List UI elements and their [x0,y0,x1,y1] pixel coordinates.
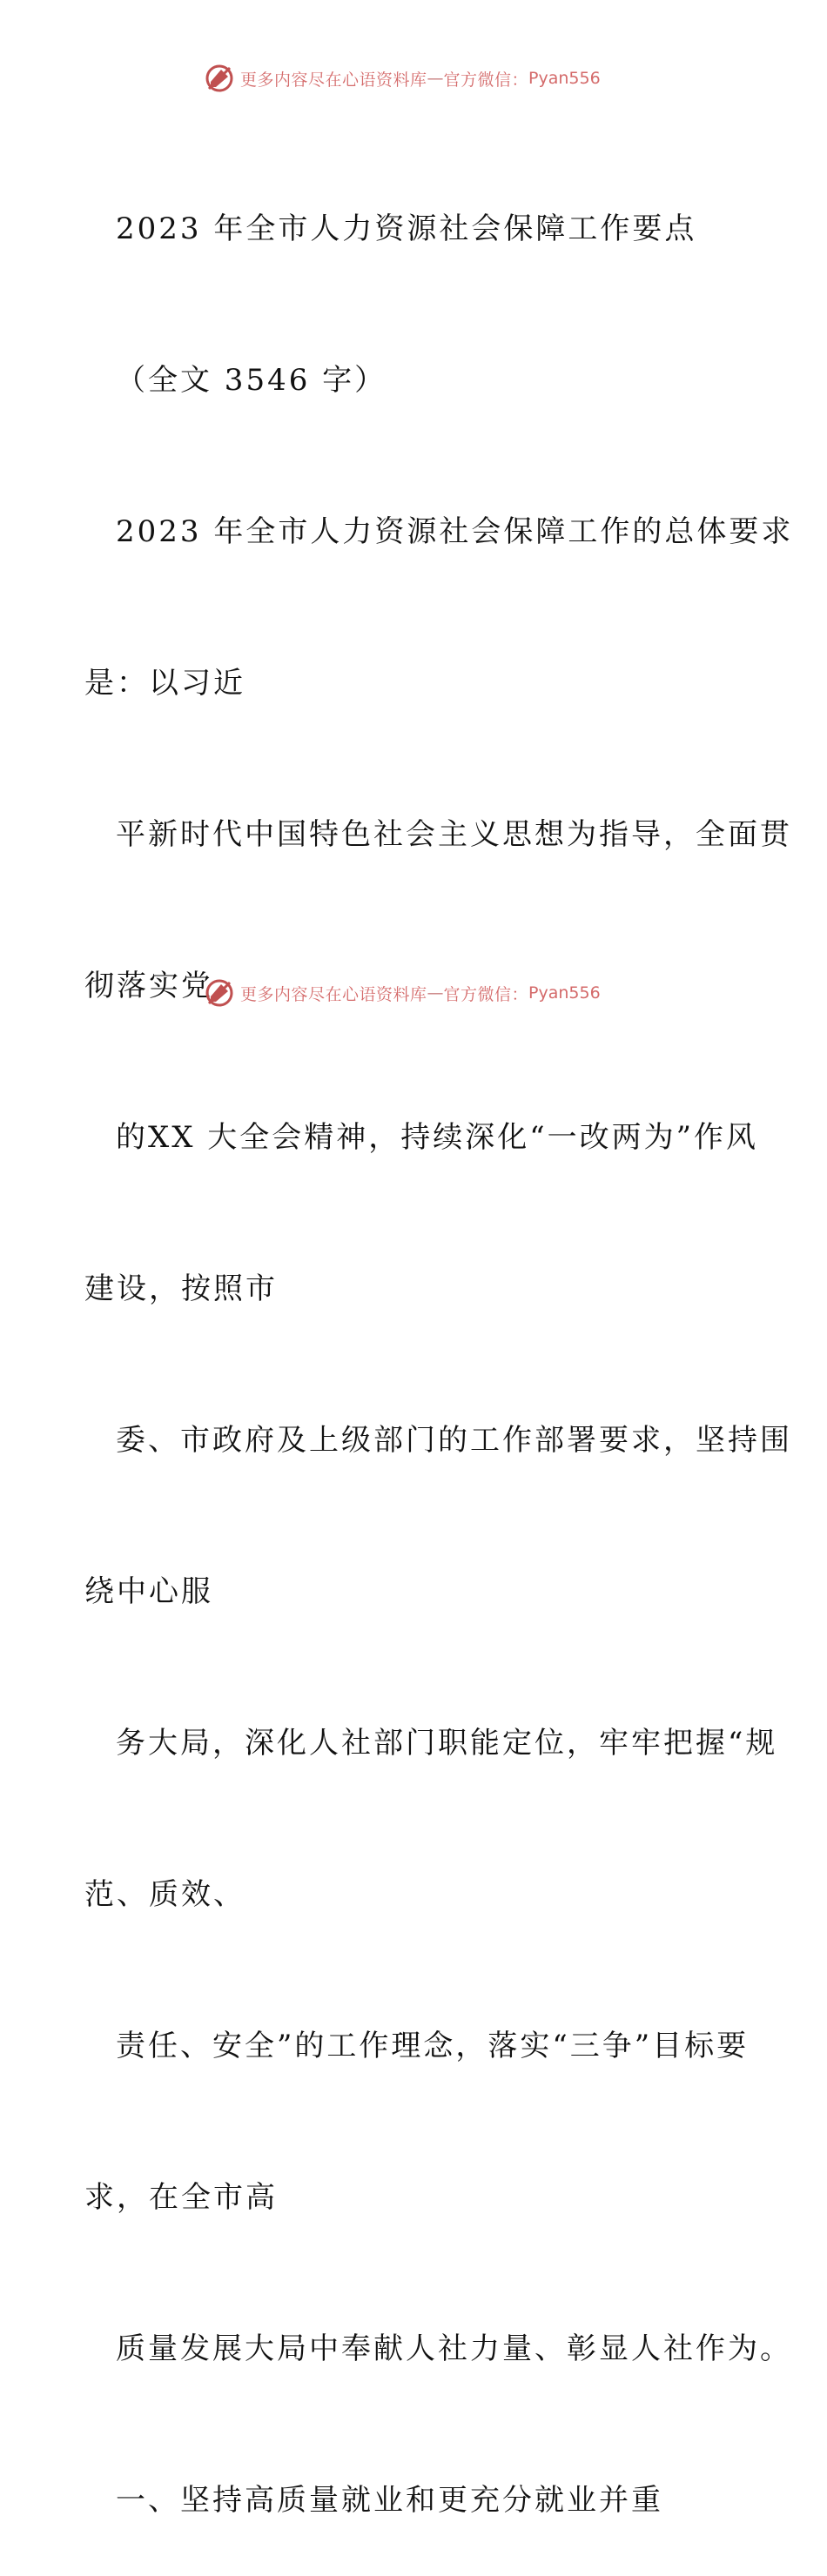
pen-logo-icon [204,977,235,1009]
banner-label: 官方微信： [443,984,529,1004]
word-count-note: （全文 3546 字） [116,363,387,398]
banner-label: 官方微信： [443,70,529,90]
text-line: 2023 年全市人力资源社会保障工作的总体要求 [116,514,794,549]
header-watermark-banner [204,61,601,96]
footer-watermark-banner [204,976,601,1010]
document-body [84,103,794,2576]
text-line: 平新时代中国特色社会主义思想为指导，全面贯 [116,817,792,852]
text-line: 范、质效、 [84,1877,245,1912]
section-heading: 一、坚持高质量就业和更充分就业并重 [116,2483,663,2518]
banner-separator: — [427,69,444,88]
banner-main-text: 更多内容尽在心语资料库 [240,984,427,1004]
text-line: 质量发展大局中奉献人社力量、彰显人社作为。 [116,2331,792,2366]
document-title: 2023 年全市人力资源社会保障工作要点 [116,211,697,246]
text-line: 建设，按照市 [84,1271,278,1306]
banner-main-text: 更多内容尽在心语资料库 [240,70,427,90]
banner-wechat-id: Pyan556 [528,983,601,1003]
text-line: 委、市政府及上级部门的工作部署要求，坚持围 [116,1423,792,1458]
banner-separator: — [427,983,444,1003]
pen-logo-icon [204,63,235,94]
text-line: 责任、安全”的工作理念，落实“三争”目标要 [116,2029,750,2063]
text-line: 彻落实党 [84,969,213,1003]
text-line: 的XX 大全会精神，持续深化“一改两为”作风 [116,1120,758,1155]
text-line: 务大局，深化人社部门职能定位，牢牢把握“规 [116,1726,778,1761]
text-line: 求，在全市高 [84,2180,278,2215]
text-line: 绕中心服 [84,1574,213,1609]
banner-wechat-id: Pyan556 [528,69,601,88]
text-line: 是：以习近 [84,666,245,701]
